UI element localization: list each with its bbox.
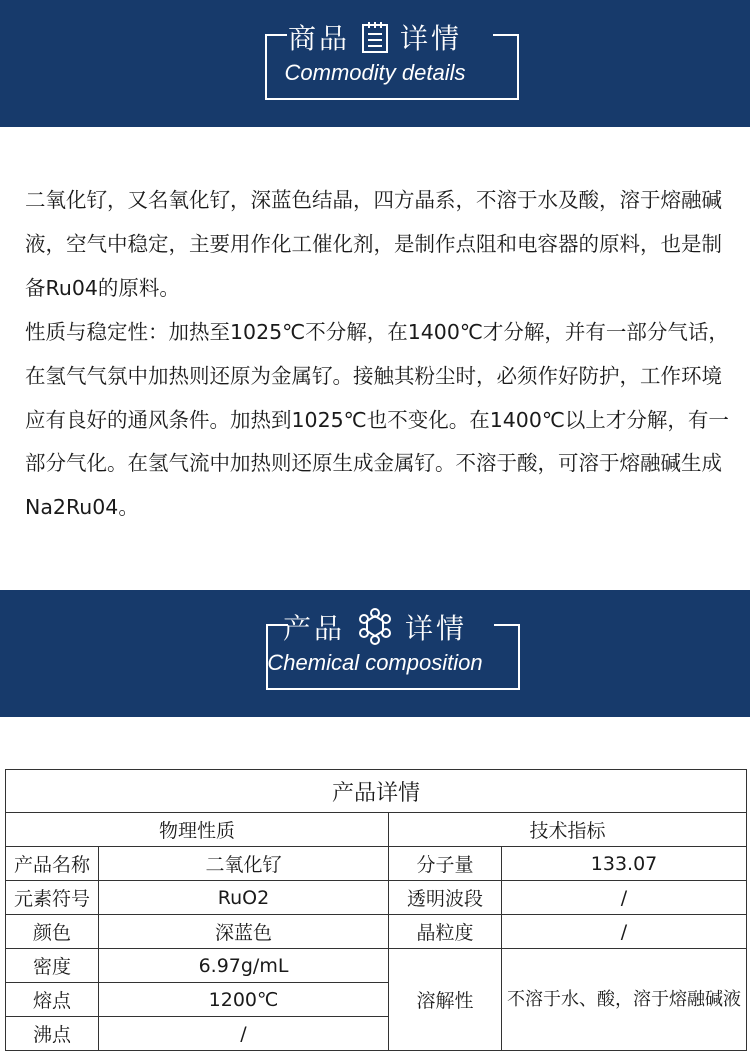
- section-heading: [0, 608, 750, 646]
- heading-right-text: 详情: [405, 612, 468, 645]
- heading-left-text: 产品: [282, 612, 345, 645]
- document-icon: [360, 20, 390, 54]
- table-group-row: [6, 813, 747, 847]
- chemical-composition-banner: [0, 590, 750, 717]
- product-description: [25, 179, 737, 530]
- technical-specs-header: 技术指标: [389, 813, 747, 847]
- table-row: [6, 915, 747, 949]
- product-spec-table: [5, 769, 747, 1051]
- section-heading: [0, 18, 750, 56]
- table-row: [6, 847, 747, 881]
- row-label: 透明波段: [389, 881, 502, 915]
- solubility-value: 不溶于水、酸，溶于熔融碱液: [502, 949, 747, 1051]
- description-paragraph: 二氧化钌，又名氧化钌，深蓝色结晶，四方晶系，不溶于水及酸，溶于熔融碱液，空气中稳定，主要用作化工催化剂，是制作点阻和电容器的原料，也是制备Ru04的原料。: [25, 188, 722, 300]
- row-label: 沸点: [6, 1017, 99, 1051]
- row-value: 二氧化钌: [99, 847, 389, 881]
- row-label: 元素符号: [6, 881, 99, 915]
- row-value: /: [99, 1017, 389, 1051]
- section-subtitle: Chemical composition: [267, 650, 483, 675]
- row-label: 密度: [6, 949, 99, 983]
- row-value: 6.97g/mL: [99, 949, 389, 983]
- row-label: 分子量: [389, 847, 502, 881]
- row-value: RuO2: [99, 881, 389, 915]
- row-label: 晶粒度: [389, 915, 502, 949]
- commodity-details-banner: [0, 0, 750, 127]
- row-value: 1200℃: [99, 983, 389, 1017]
- row-value: 133.07: [502, 847, 747, 881]
- row-label: 产品名称: [6, 847, 99, 881]
- molecule-icon: [355, 608, 395, 646]
- solubility-label: 溶解性: [389, 949, 502, 1051]
- row-value: /: [502, 881, 747, 915]
- table-title: 产品详情: [6, 770, 747, 813]
- physical-properties-header: 物理性质: [6, 813, 389, 847]
- heading-right-text: 详情: [400, 22, 463, 55]
- row-label: 颜色: [6, 915, 99, 949]
- row-label: 熔点: [6, 983, 99, 1017]
- table-row: [6, 949, 747, 983]
- section-subtitle: Commodity details: [284, 60, 466, 85]
- table-row: [6, 881, 747, 915]
- row-value: /: [502, 915, 747, 949]
- table-title-row: [6, 770, 747, 813]
- row-value: 深蓝色: [99, 915, 389, 949]
- heading-left-text: 商品: [287, 22, 350, 55]
- description-paragraph: 性质与稳定性：加热至1025℃不分解，在1400℃才分解，并有一部分气话，在氢气气氛中加热则还原为金属钌。接触其粉尘时，必须作好防护，工作环境应有良好的通风条件。加热到1025℃也不变化。在1400℃以上才分解，有一部分气化。在氢气流中加热则还原生成金属钌。不溶于酸，可溶于熔融碱生成Na2Ru04。: [25, 319, 729, 520]
